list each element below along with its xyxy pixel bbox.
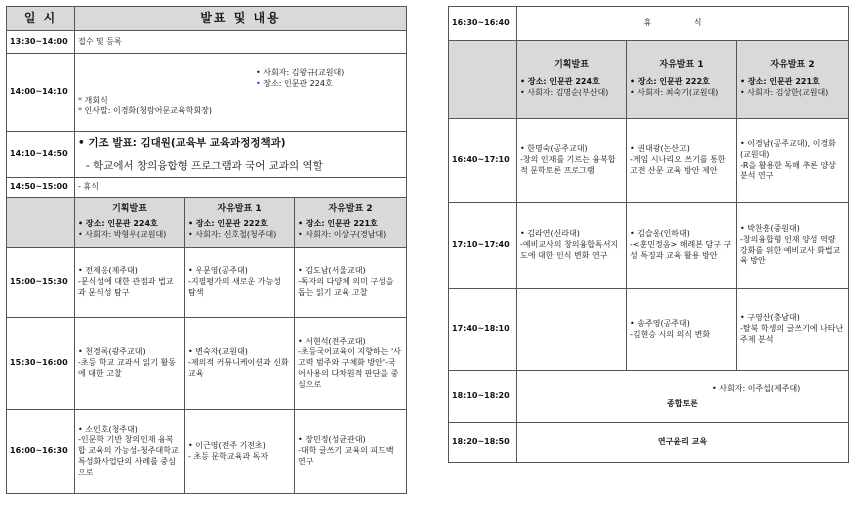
presenter: • 소인호(청주대) — [78, 425, 181, 436]
track-name: 자유발표 1 — [659, 60, 704, 71]
track-header — [627, 41, 737, 119]
left-schedule-table — [6, 6, 407, 494]
track-name: 자유발표 1 — [217, 204, 262, 215]
session-cell — [75, 248, 185, 318]
topic: -문식성에 대한 관점과 법교과 문식성 탐구 — [78, 277, 174, 297]
track-header-blank — [449, 41, 517, 119]
registration-text: 접수 및 등록 — [75, 31, 407, 54]
closing-block — [517, 371, 849, 423]
track-header — [185, 198, 295, 248]
time-cell: 15:00~15:30 — [7, 248, 75, 318]
topic: - 초등 문학교육과 독자 — [188, 451, 269, 461]
time-cell: 15:30~16:00 — [7, 318, 75, 410]
session-cell — [295, 410, 407, 494]
session-cell — [737, 119, 849, 203]
track-location: • 장소: 인문관 222호 — [630, 77, 733, 88]
track-moderator: • 사회자: 신호철(청주대) — [188, 230, 291, 241]
time-cell: 16:30~16:40 — [449, 7, 517, 41]
time-cell: 17:10~17:40 — [449, 203, 517, 289]
topic: -게임 시나리오 쓰기를 통한 고전 산문 교육 방안 제안 — [630, 155, 726, 175]
track-moderator: • 사회자: 김상한(교원대) — [740, 88, 845, 99]
track-location: • 장소: 인문관 222호 — [188, 219, 291, 230]
track-location: • 장소: 인문관 224호 — [78, 219, 181, 230]
presenter: • 김라연(신라대) — [520, 229, 623, 240]
session-cell — [185, 248, 295, 318]
presenter: • 천경록(광주교대) — [78, 347, 181, 358]
presenter: • 우문영(공주대) — [188, 266, 291, 277]
right-schedule-table — [448, 6, 849, 463]
session-cell — [295, 318, 407, 410]
opening-block — [75, 54, 407, 132]
session-cell — [75, 410, 185, 494]
session-cell — [737, 203, 849, 289]
presenter: • 송주영(공주대) — [630, 319, 733, 330]
topic: -제의적 커뮤니케이션과 신화교육 — [188, 358, 289, 378]
session-cell — [185, 318, 295, 410]
time-cell: 18:10~18:20 — [449, 371, 517, 423]
track-header — [295, 198, 407, 248]
presenter: • 전제응(제주대) — [78, 266, 181, 277]
time-cell: 14:10~14:50 — [7, 132, 75, 178]
time-cell: 17:40~18:10 — [449, 289, 517, 371]
keynote-title: • 기조 발표: 김대원(교육부 교육과정정책과) — [78, 136, 403, 150]
track-header — [737, 41, 849, 119]
opening-location: • 장소: 인문관 224호 — [256, 79, 403, 90]
break-text: - 휴식 — [75, 178, 407, 198]
presenter: • 구영산(충남대) — [740, 313, 845, 324]
track-name: 기획발표 — [112, 204, 147, 215]
session-cell — [295, 248, 407, 318]
keynote-subtitle: - 학교에서 창의융합형 프로그램과 국어 교과의 역할 — [86, 159, 323, 172]
session-cell-empty — [517, 289, 627, 371]
track-moderator: • 사회자: 박형우(교원대) — [78, 230, 181, 241]
topic: -김현승 시의 의식 변화 — [630, 329, 711, 339]
session-cell — [627, 289, 737, 371]
opening-item: * 개회식 — [78, 95, 108, 105]
presenter: • 서현석(전주교대) — [298, 337, 403, 348]
header-content: 발표 및 내용 — [75, 7, 407, 31]
keynote-block — [75, 132, 407, 178]
opening-moderator: • 사회자: 김왕규(교원대) — [256, 68, 403, 79]
topic: -대학 글쓰기 교육의 피드백 연구 — [298, 446, 394, 466]
time-cell: 14:00~14:10 — [7, 54, 75, 132]
topic: -독자의 다양체 의미 구성을 돕는 읽기 교육 고찰 — [298, 277, 394, 297]
session-cell — [75, 318, 185, 410]
track-header — [75, 198, 185, 248]
ethics-title: 연구윤리 교육 — [517, 423, 849, 463]
topic: -초등 학교 교과서 읽기 활동에 대한 고찰 — [78, 358, 177, 378]
track-location: • 장소: 인문관 224호 — [520, 77, 623, 88]
time-cell: 18:20~18:50 — [449, 423, 517, 463]
track-moderator: • 사회자: 최숙기(교원대) — [630, 88, 733, 99]
presenter: • 김도남(서울교대) — [298, 266, 403, 277]
presenter: • 이경남(공주교대), 이경화(교원대) — [740, 139, 845, 161]
time-cell: 14:50~15:00 — [7, 178, 75, 198]
topic: -초등국어교육이 지향하는 '사고력 범주와 구체화 방안'-국어사용의 다차원적 판단을 중심으로 — [298, 347, 401, 389]
track-moderator: • 사회자: 김명순(부산대) — [520, 88, 623, 99]
presenter: • 권대광(논산고) — [630, 144, 733, 155]
header-time: 일 시 — [7, 7, 75, 31]
time-cell: 13:30~14:00 — [7, 31, 75, 54]
topic: -예비교사의 창의융합독서지도에 대한 인식 변화 연구 — [520, 240, 619, 260]
topic: -창의 인재를 기르는 융복합적 문학토론 프로그램 — [520, 155, 616, 175]
track-header-blank — [7, 198, 75, 248]
session-cell — [737, 289, 849, 371]
session-cell — [517, 203, 627, 289]
track-header — [517, 41, 627, 119]
break-text: 휴 식 — [517, 7, 849, 41]
track-location: • 장소: 인문관 221호 — [740, 77, 845, 88]
topic: -지필평가의 새로운 가능성 탐색 — [188, 277, 281, 297]
presenter: • 한명숙(공주교대) — [520, 144, 623, 155]
session-cell — [185, 410, 295, 494]
topic: -탈북 학생의 글쓰기에 나타난 주제 분석 — [740, 324, 844, 344]
session-cell — [627, 203, 737, 289]
closing-title: 종합토론 — [667, 398, 698, 408]
session-cell — [627, 119, 737, 203]
topic: -R을 활용한 독해 추론 양상 분석 연구 — [740, 160, 836, 181]
time-cell: 16:40~17:10 — [449, 119, 517, 203]
opening-item: * 인사말: 이경화(청람어문교육학회장) — [78, 106, 212, 116]
presenter: • 이근영(전주 기전초) — [188, 441, 291, 452]
topic: -인문학 기반 창의인재 융복합 교육의 가능성-청주대학교 특성화사업단의 사례를 중심으로 — [78, 435, 179, 477]
track-name: 자유발표 2 — [770, 60, 815, 71]
time-cell: 16:00~16:30 — [7, 410, 75, 494]
session-cell — [517, 119, 627, 203]
closing-moderator: • 사회자: 이주섭(제주대) — [520, 384, 845, 395]
presenter: • 김슬옹(인하대) — [630, 229, 733, 240]
track-name: 자유발표 2 — [328, 204, 373, 215]
topic: -창의융합형 인재 양성 역량 강화를 위한 예비교사 화법교육 방안 — [740, 234, 841, 266]
presenter: • 박찬흥(중원대) — [740, 224, 845, 235]
presenter: • 변숙자(교원대) — [188, 347, 291, 358]
track-name: 기획발표 — [554, 60, 589, 71]
topic: -<훈민정음> 해례본 담구 구성 특징과 교육 활용 방안 — [630, 240, 732, 260]
track-location: • 장소: 인문관 221호 — [298, 219, 403, 230]
presenter: • 장민정(성균관대) — [298, 435, 403, 446]
track-moderator: • 사회자: 이상구(경남대) — [298, 230, 403, 241]
